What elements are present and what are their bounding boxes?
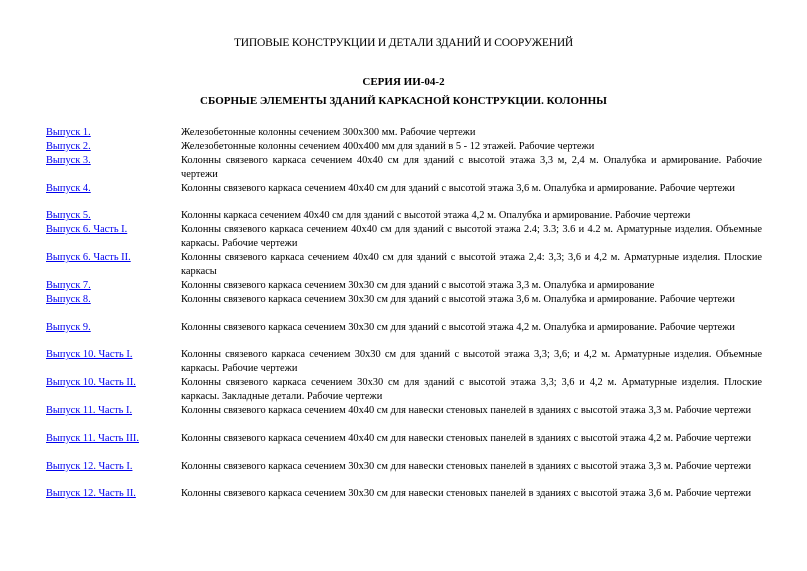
section-title: СБОРНЫЕ ЭЛЕМЕНТЫ ЗДАНИЙ КАРКАСНОЙ КОНСТРУКЦИИ. КОЛОННЫ: [200, 95, 607, 107]
issue-link[interactable]: Выпуск 2.: [46, 140, 91, 152]
issue-description: Колонны связевого каркаса сечением 40х40 см для навески стеновых панелей в зданиях с высотой этажа 4,2 м. Рабочие чертежи: [181, 432, 752, 444]
issue-link[interactable]: Выпуск 12. Часть I.: [46, 460, 133, 472]
issue-row: [46, 279, 762, 293]
issue-row: [46, 251, 762, 279]
issue-row: [46, 432, 762, 460]
issue-row: [46, 223, 762, 251]
issue-link[interactable]: Выпуск 6. Часть I.: [46, 224, 128, 236]
issue-row: [46, 348, 762, 376]
issue-link[interactable]: Выпуск 10. Часть II.: [46, 377, 136, 389]
issue-description: Колонны связевого каркаса сечением 30х30 см для зданий с высотой этажа 3,6 м. Опалубка и армирование. Рабочие чертежи: [181, 293, 735, 305]
issue-description: Колонны связевого каркаса сечением 40х40 см для зданий с высотой этажа 2.4; 3.3; 3.6 и 4.2 м. Арматурные изделия. Объемные каркасы. Рабочие чертежи: [181, 224, 762, 250]
issue-row: [46, 293, 762, 321]
issue-link[interactable]: Выпуск 3.: [46, 154, 91, 166]
issue-description: Колонны связевого каркаса сечением 40х40 см для зданий с высотой этажа 3,6 м. Опалубка и армирование. Рабочие чертежи: [181, 182, 735, 194]
issue-link[interactable]: Выпуск 9.: [46, 321, 91, 333]
issue-link[interactable]: Выпуск 7.: [46, 279, 91, 291]
issue-row: [46, 209, 762, 223]
issue-link[interactable]: Выпуск 1.: [46, 127, 91, 138]
issue-row: [46, 154, 762, 182]
issue-link[interactable]: Выпуск 11. Часть III.: [46, 432, 139, 444]
issue-row: [46, 140, 762, 154]
issue-description: Колонны связевого каркаса сечением 30х30 см для зданий с высотой этажа 3,3; 3,6; и 4,2 м. Арматурные изделия. Объемные каркасы. Рабочие чертежи: [181, 349, 762, 375]
issue-description: Железобетонные колонны сечением 300х300 мм. Рабочие чертежи: [181, 127, 476, 138]
issue-link[interactable]: Выпуск 11. Часть I.: [46, 405, 133, 417]
issue-list: [46, 126, 762, 515]
issue-row: [46, 376, 762, 404]
issue-link[interactable]: Выпуск 5.: [46, 210, 91, 222]
issue-row: [46, 404, 762, 432]
issue-description: Колонны каркаса сечением 40х40 см для зданий с высотой этажа 4,2 м. Опалубка и армирование. Рабочие чертежи: [181, 210, 691, 222]
issue-description: Железобетонные колонны сечением 400х400 мм для зданий в 5 - 12 этажей. Рабочие чертежи: [181, 140, 595, 152]
issue-description: Колонны связевого каркаса сечением 30х30 см для навески стеновых панелей в зданиях с высотой этажа 3,6 м. Рабочие чертежи: [181, 488, 752, 500]
issue-row: [46, 487, 762, 515]
issue-description: Колонны связевого каркаса сечением 40х40 см для навески стеновых панелей в зданиях с высотой этажа 3,3 м. Рабочие чертежи: [181, 405, 752, 417]
issue-description: Колонны связевого каркаса сечением 30х30 см для зданий с высотой этажа 3,3; 3,6 и 4,2 м. Арматурные изделия. Плоские каркасы. Закладные детали. Рабочие чертежи: [181, 377, 762, 403]
issue-row: [46, 182, 762, 210]
issue-link[interactable]: Выпуск 6. Часть II.: [46, 252, 131, 264]
issue-link[interactable]: Выпуск 8.: [46, 293, 91, 305]
issue-link[interactable]: Выпуск 12. Часть II.: [46, 488, 136, 500]
document-title: ТИПОВЫЕ КОНСТРУКЦИИ И ДЕТАЛИ ЗДАНИЙ И СООРУЖЕНИЙ: [233, 37, 574, 49]
issue-description: Колонны связевого каркаса сечением 30х30 см для зданий с высотой этажа 4,2 м. Опалубка и армирование. Рабочие чертежи: [181, 321, 735, 333]
issue-row: [46, 321, 762, 349]
issue-description: Колонны связевого каркаса сечением 40х40 см для зданий с высотой этажа 3,3 м, 2,4 м. Опалубка и армирование. Рабочие чертежи: [181, 154, 762, 180]
issue-link[interactable]: Выпуск 10. Часть I.: [46, 349, 133, 361]
issue-link[interactable]: Выпуск 4.: [46, 182, 91, 194]
issue-description: Колонны связевого каркаса сечением 30х30 см для зданий с высотой этажа 3,3 м. Опалубка и армирование: [181, 279, 655, 291]
series-title: СЕРИЯ ИИ-04-2: [362, 76, 445, 88]
issue-row: [46, 460, 762, 488]
issue-description: Колонны связевого каркаса сечением 40х40 см для зданий с высотой этажа 2,4: 3,3; 3,6 и 4,2 м. Арматурные изделия. Плоские каркасы: [181, 252, 762, 278]
issue-row: [46, 126, 762, 140]
issue-description: Колонны связевого каркаса сечением 30х30 см для навески стеновых панелей в зданиях с высотой этажа 3,3 м. Рабочие чертежи: [181, 460, 752, 472]
